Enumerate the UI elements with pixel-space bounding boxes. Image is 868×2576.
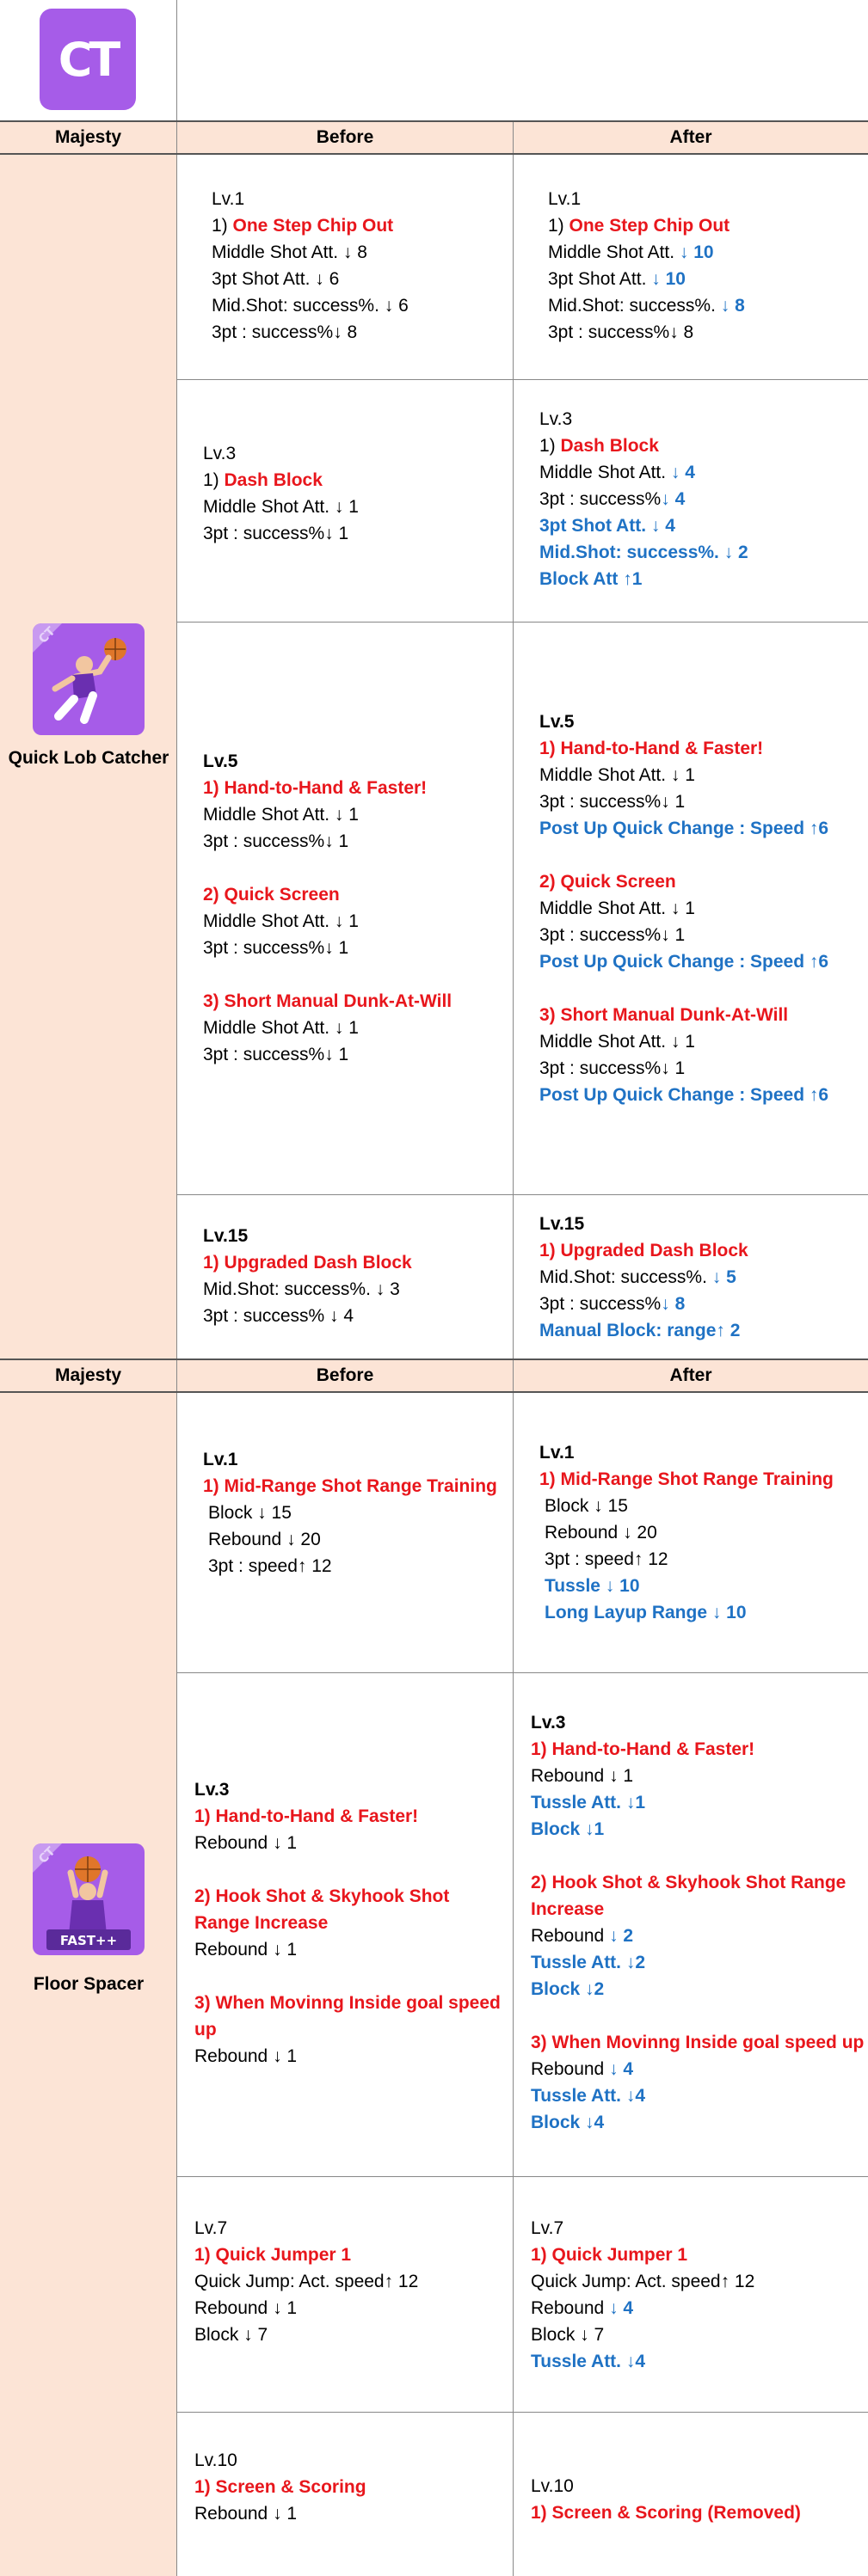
skill-name: Dash Block — [560, 436, 659, 456]
stat-line: 3pt : speed↑ 12 — [545, 1549, 668, 1569]
stat-line: 3pt : success%↓ 8 — [212, 322, 358, 342]
skill-name: 2) Hook Shot & Skyhook Shot Range Increase — [531, 1873, 846, 1919]
stat-line: Block ↓ 7 — [194, 2325, 268, 2345]
quick-lob-catcher-icon — [33, 623, 145, 735]
s1-lv3-before-block — [203, 440, 359, 547]
s2-lv10-after-block — [531, 2473, 801, 2526]
stat-line-new: Block ↓4 — [531, 2113, 605, 2132]
level-label: Lv.1 — [539, 1443, 575, 1463]
table-header — [0, 120, 868, 155]
s2-lv3-before-cell — [177, 1673, 514, 2177]
skill-name: 1) Mid-Range Shot Range Training — [203, 1476, 497, 1496]
stat-line — [531, 2056, 864, 2082]
skill-name: 1) Mid-Range Shot Range Training — [539, 1469, 834, 1489]
level-label: Lv.3 — [203, 444, 237, 463]
stat-line: Quick Jump: Act. speed↑ 12 — [194, 2272, 419, 2291]
stat-line — [548, 266, 745, 292]
level-label: Lv.3 — [194, 1780, 230, 1800]
header-after: After — [669, 1365, 712, 1385]
skill-name: 1) Upgraded Dash Block — [539, 1241, 748, 1260]
s1-lv15-after-cell — [514, 1195, 868, 1359]
s2-lv1-before-block — [203, 1446, 497, 1579]
stat-line: Middle Shot Att. ↓ 1 — [203, 805, 359, 825]
s1-lv5-before-cell — [177, 623, 514, 1195]
stat-line: Rebound ↓ 1 — [194, 2298, 298, 2318]
stat-change: ↓ 4 — [670, 463, 695, 482]
stat-text: Rebound — [531, 1926, 610, 1946]
stat-line: 3pt : speed↑ 12 — [208, 1556, 332, 1576]
skill-name: 2) Quick Screen — [203, 885, 340, 905]
stat-line: Middle Shot Att. ↓ 1 — [539, 899, 695, 918]
s1-lv5-before-block — [203, 748, 452, 1068]
stat-line: 3pt : success%↓ 1 — [203, 1045, 349, 1064]
stat-text: Middle Shot Att. — [539, 463, 671, 482]
stat-line: Middle Shot Att. ↓ 8 — [212, 242, 367, 262]
s1-lv15-after-block — [539, 1211, 748, 1344]
stat-line: 3pt : success% ↓ 4 — [203, 1306, 354, 1326]
stat-line: Block ↓ 15 — [545, 1496, 628, 1516]
s2-lv7-after-block — [531, 2215, 754, 2375]
s1-lv1-before-block — [212, 186, 409, 346]
s2-lv3-before-block — [194, 1776, 504, 2070]
skill-num: 1) — [203, 470, 225, 490]
stat-line-new: Post Up Quick Change : Speed ↑6 — [539, 1085, 829, 1105]
skill-name: 2) Hook Shot & Skyhook Shot Range Increase — [194, 1886, 450, 1933]
stat-line — [531, 1923, 864, 1949]
svg-text:CT: CT — [36, 1844, 58, 1867]
s2-lv10-before-cell — [177, 2413, 514, 2576]
stat-text: Mid.Shot: success%. — [539, 1267, 712, 1287]
hero-name-quick-lob-catcher: Quick Lob Catcher — [8, 748, 169, 768]
level-label: Lv.1 — [548, 189, 582, 209]
stat-line: Rebound ↓ 1 — [531, 1766, 634, 1786]
stat-line: Rebound ↓ 1 — [194, 1833, 298, 1853]
level-label: Lv.1 — [203, 1450, 238, 1469]
stat-line: Middle Shot Att. ↓ 1 — [539, 1032, 695, 1052]
s1-lv1-after-block — [548, 186, 745, 346]
skill-name: Dash Block — [224, 470, 323, 490]
s1-lv5-after-block — [539, 708, 828, 1108]
stat-line: Block ↓ 7 — [531, 2325, 605, 2345]
stat-line: Rebound ↓ 1 — [194, 1940, 298, 1960]
stat-line-new: Block ↓2 — [531, 1979, 605, 1999]
level-label: Lv.7 — [531, 2218, 564, 2238]
stat-line — [548, 239, 745, 266]
logo-cell — [0, 0, 177, 122]
stat-line-new: Tussle Att. ↓4 — [531, 2352, 646, 2371]
stat-line: Block ↓ 15 — [208, 1503, 292, 1523]
stat-line — [539, 486, 748, 512]
s2-lv1-before-cell — [177, 1393, 514, 1673]
stat-line: Middle Shot Att. ↓ 1 — [539, 765, 695, 785]
s1-lv15-before-block — [203, 1223, 412, 1329]
skill-name: 3) Short Manual Dunk-At-Will — [203, 991, 452, 1011]
svg-text:CT: CT — [36, 624, 58, 647]
skill-name: One Step Chip Out — [232, 216, 394, 236]
stat-change: ↓ 10 — [679, 242, 714, 262]
skill-name: 3) When Movinng Inside goal speed up — [531, 2033, 865, 2052]
skill-num: 1) — [548, 216, 569, 236]
stat-text: Middle Shot Att. — [548, 242, 680, 262]
skill-name: 1) Quick Jumper 1 — [194, 2245, 352, 2265]
s1-lv1-before-cell — [177, 155, 514, 380]
stat-line-new: Mid.Shot: success%. ↓ 2 — [539, 543, 748, 562]
stat-line-new: Tussle Att. ↓4 — [531, 2086, 646, 2106]
s1-lv15-before-cell — [177, 1195, 514, 1359]
stat-text: Rebound — [531, 2059, 610, 2079]
s2-lv10-after-cell — [514, 2413, 868, 2576]
stat-line: Mid.Shot: success%. ↓ 3 — [203, 1279, 400, 1299]
majesty-cell-quick-lob-catcher — [0, 155, 177, 1359]
stat-line: 3pt : success%↓ 1 — [539, 925, 686, 945]
stat-line-new: Tussle Att. ↓2 — [531, 1953, 646, 1972]
header-majesty: Majesty — [0, 1360, 177, 1391]
stat-line — [539, 1264, 748, 1291]
stat-line: Mid.Shot: success%. ↓ 6 — [212, 296, 409, 316]
skill-name: 3) When Movinng Inside goal speed up — [194, 1993, 501, 2039]
stat-text: Rebound — [531, 2298, 610, 2318]
stat-line: 3pt : success%↓ 1 — [539, 792, 686, 812]
stat-line: 3pt Shot Att. ↓ 6 — [212, 269, 340, 289]
skill-num: 1) — [539, 436, 561, 456]
stat-line: 3pt : success%↓ 8 — [548, 322, 694, 342]
level-label: Lv.15 — [539, 1214, 585, 1234]
level-label: Lv.5 — [203, 751, 238, 771]
level-label: Lv.1 — [212, 189, 245, 209]
skill-name: 3) Short Manual Dunk-At-Will — [539, 1005, 789, 1025]
skill-name: 1) Upgraded Dash Block — [203, 1253, 412, 1273]
stat-line: Middle Shot Att. ↓ 1 — [203, 497, 359, 517]
stat-change: ↓ 4 — [661, 489, 686, 509]
stat-line-new: Block Att ↑1 — [539, 569, 643, 589]
stat-line: Middle Shot Att. ↓ 1 — [203, 911, 359, 931]
stat-line — [531, 2295, 754, 2321]
majesty-cell-floor-spacer — [0, 1393, 177, 2576]
stat-text: 3pt Shot Att. — [548, 269, 652, 289]
skill-line — [203, 467, 359, 494]
stat-line-new: Tussle Att. ↓1 — [531, 1793, 646, 1812]
s2-lv1-after-cell — [514, 1393, 868, 1673]
stat-line-new: Block ↓1 — [531, 1819, 605, 1839]
level-label: Lv.7 — [194, 2218, 228, 2238]
stat-text: 3pt : success% — [539, 1294, 662, 1314]
skill-name: 1) Hand-to-Hand & Faster! — [203, 778, 428, 798]
stat-change: ↓ 10 — [651, 269, 686, 289]
hero-name-floor-spacer: Floor Spacer — [33, 1974, 145, 1994]
stat-line: 3pt : success%↓ 1 — [203, 524, 349, 543]
skill-name: 2) Quick Screen — [539, 872, 676, 892]
stat-line — [539, 1291, 748, 1317]
skill-line — [539, 432, 748, 459]
ct-logo — [40, 9, 136, 110]
skill-name: 1) Hand-to-Hand & Faster! — [539, 739, 764, 758]
skill-line — [548, 212, 745, 239]
level-label: Lv.15 — [203, 1226, 249, 1246]
header-before: Before — [177, 1360, 514, 1391]
s2-lv3-after-cell — [514, 1673, 868, 2177]
s1-lv1-after-cell — [514, 155, 868, 380]
s2-lv10-before-block — [194, 2447, 366, 2527]
stat-change: ↓ 5 — [711, 1267, 736, 1287]
skill-name: 1) Quick Jumper 1 — [531, 2245, 688, 2265]
stat-line: Rebound ↓ 1 — [194, 2504, 298, 2524]
logo-text: CT — [58, 32, 118, 87]
skill-name: 1) Screen & Scoring — [194, 2477, 366, 2497]
stat-text: 3pt : success% — [539, 489, 662, 509]
stat-change: ↓ 8 — [720, 296, 745, 316]
level-label: Lv.3 — [539, 409, 573, 429]
stat-line-new: Post Up Quick Change : Speed ↑6 — [539, 952, 829, 972]
s1-lv3-after-cell — [514, 380, 868, 623]
skill-name: 1) Screen & Scoring (Removed) — [531, 2503, 801, 2523]
stat-line-new: Post Up Quick Change : Speed ↑6 — [539, 819, 829, 838]
s2-lv7-before-cell — [177, 2177, 514, 2413]
stat-change: ↓ 2 — [609, 1926, 634, 1946]
level-label: Lv.5 — [539, 712, 575, 732]
level-label: Lv.10 — [194, 2450, 237, 2470]
s2-lv3-after-block — [531, 1709, 864, 2136]
stat-line: Rebound ↓ 20 — [208, 1530, 321, 1549]
fast-badge-text: FAST++ — [59, 1933, 118, 1948]
s2-lv1-after-block — [539, 1439, 834, 1626]
skill-line — [212, 212, 409, 239]
stat-change: ↓ 4 — [609, 2298, 634, 2318]
stat-line: 3pt : success%↓ 1 — [203, 831, 349, 851]
stat-line — [539, 459, 748, 486]
stat-line: Rebound ↓ 20 — [545, 1523, 657, 1543]
stat-line-new: Manual Block: range↑ 2 — [539, 1321, 741, 1340]
header-majesty: Majesty — [0, 122, 177, 153]
table-header-2 — [0, 1359, 868, 1393]
level-label: Lv.3 — [531, 1713, 566, 1733]
stat-line: Rebound ↓ 1 — [194, 2046, 298, 2066]
skill-name: One Step Chip Out — [569, 216, 730, 236]
stat-line — [548, 292, 745, 319]
s2-lv7-before-block — [194, 2215, 418, 2348]
header-before: Before — [177, 122, 514, 153]
skill-num: 1) — [212, 216, 233, 236]
stat-line: Middle Shot Att. ↓ 1 — [203, 1018, 359, 1038]
s2-lv7-after-cell — [514, 2177, 868, 2413]
floor-spacer-icon — [33, 1843, 145, 1955]
header-after: After — [669, 127, 712, 147]
level-label: Lv.10 — [531, 2476, 574, 2496]
stat-line: 3pt : success%↓ 1 — [539, 1058, 686, 1078]
top-bar — [0, 0, 868, 122]
stat-line: 3pt : success%↓ 1 — [203, 938, 349, 958]
stat-change: ↓ 8 — [661, 1294, 686, 1314]
stat-line-new: Long Layup Range ↓ 10 — [545, 1603, 747, 1622]
stat-text: Mid.Shot: success%. — [548, 296, 721, 316]
stat-line-new: Tussle ↓ 10 — [545, 1576, 640, 1596]
skill-name: 1) Hand-to-Hand & Faster! — [194, 1806, 419, 1826]
s1-lv3-before-cell — [177, 380, 514, 623]
s1-lv5-after-cell — [514, 623, 868, 1195]
stat-line-new: 3pt Shot Att. ↓ 4 — [539, 516, 675, 536]
stat-line: Quick Jump: Act. speed↑ 12 — [531, 2272, 755, 2291]
stat-change: ↓ 4 — [609, 2059, 634, 2079]
s1-lv3-after-block — [539, 406, 748, 592]
skill-name: 1) Hand-to-Hand & Faster! — [531, 1739, 755, 1759]
